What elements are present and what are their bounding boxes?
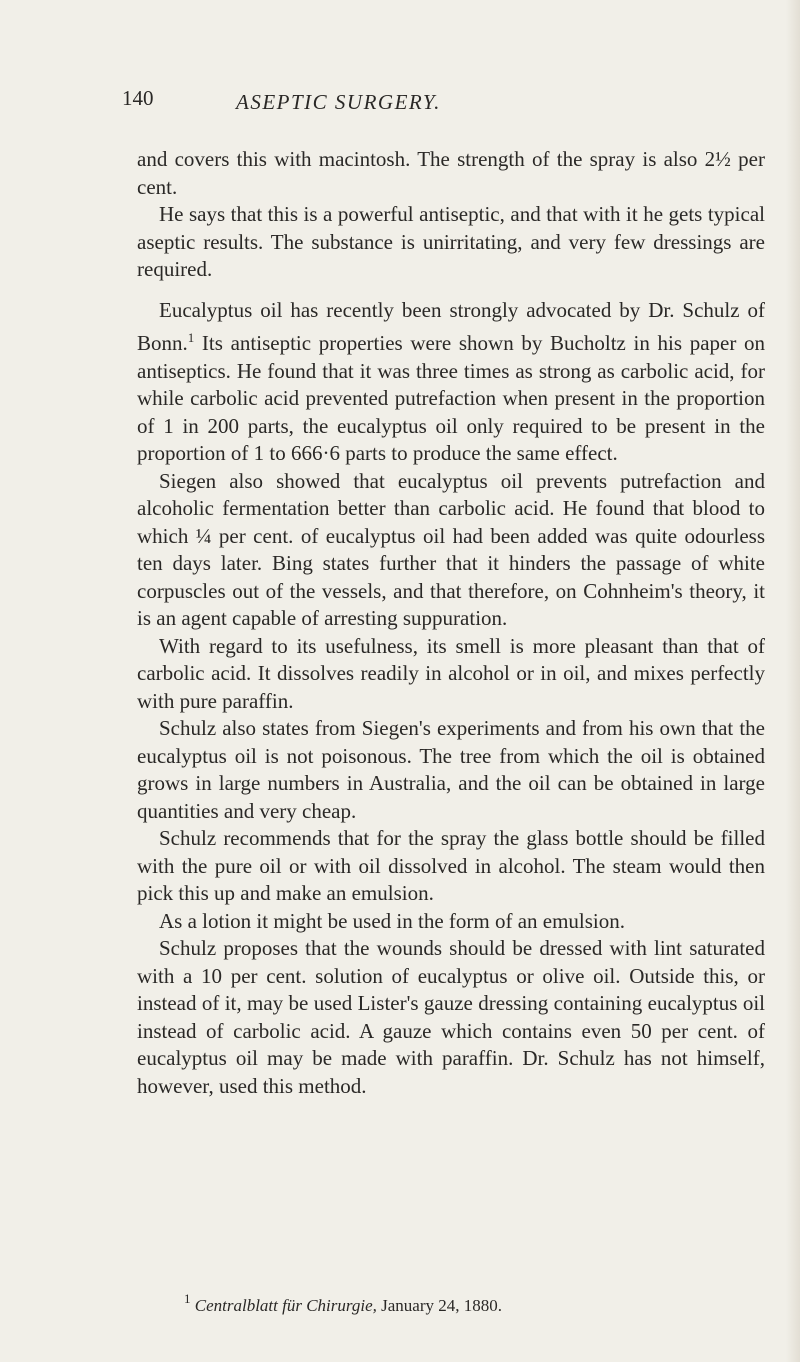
body-text — [137, 146, 765, 1100]
paragraph-6: Schulz also states from Siegen's experiments and from his own that the eucalyptus oil is not poisonous. The tree from which the oil is obtained grows in large numbers in Australia, and the oil can be obtained in large quantities and very cheap. — [137, 716, 765, 823]
paragraph-2: He says that this is a powerful antiseptic, and that with it he gets typical aseptic results. The substance is unirritating, and very few dressings are required. — [137, 202, 765, 281]
page-header — [0, 86, 800, 120]
paragraph-1: and covers this with macintosh. The strength of the spray is also 2½ per cent. — [137, 147, 765, 199]
footnote-reference: 1 — [187, 330, 195, 345]
footnote — [184, 1288, 744, 1317]
footnote-marker: 1 — [184, 1291, 191, 1306]
paragraph-4: Siegen also showed that eucalyptus oil prevents putrefaction and alcoholic fermentation better than carbolic acid. He found that blood to which ¼ per cent. of eucalyptus oil had been added was quite odourless ten days later. Bing states further that it hinders the passage of white corpuscles out of the vessels, and that therefore, on Cohnheim's theory, it is an agent capable of arresting suppuration. — [137, 468, 765, 630]
paragraph-7: Schulz recommends that for the spray the glass bottle should be filled with the pure oil or with oil dissolved in alcohol. The steam would then pick this up and make an emulsion. — [137, 826, 765, 905]
page-edge-shadow — [786, 0, 800, 1362]
paragraph-8: As a lotion it might be used in the form of an emulsion. — [159, 908, 626, 933]
paragraph-3 — [137, 297, 765, 468]
paragraph-3-text-before: Eucalyptus oil has recently been strongly advocated by Dr. Schulz of Bonn. — [137, 297, 765, 355]
page-number: 140 — [122, 86, 154, 110]
footnote-source: Centralblatt für Chirurgie, — [194, 1296, 377, 1315]
paragraph-9: Schulz proposes that the wounds should be dressed with lint saturated with a 10 per cent. solution of eucalyptus or olive oil. Outside this, or instead of it, may be used Lister's gauze dressing containing eucalyptus oil instead of carbolic acid. A gauze which contains even 50 per cent. of eucalyptus oil may be made with paraffin. Dr. Schulz has not himself, however, used this method. — [137, 936, 765, 1098]
paragraph-3-text-after: Its antiseptic properties were shown by Bucholtz in his paper on antiseptics. He found that it was three times as strong as carbolic acid, for while carbolic acid prevented putrefaction when present in the proportion of 1 in 200 parts, the eucalyptus oil only required to be present in the proportion of 1 to 666·6 parts to produce the same effect. — [137, 331, 765, 465]
running-title: ASEPTIC SURGERY. — [236, 90, 441, 114]
paragraph-5: With regard to its usefulness, its smell is more pleasant than that of carbolic acid. It dissolves readily in alcohol or in oil, and mixes perfectly with pure paraffin. — [137, 633, 765, 713]
footnote-date: January 24, 1880. — [376, 1296, 503, 1315]
